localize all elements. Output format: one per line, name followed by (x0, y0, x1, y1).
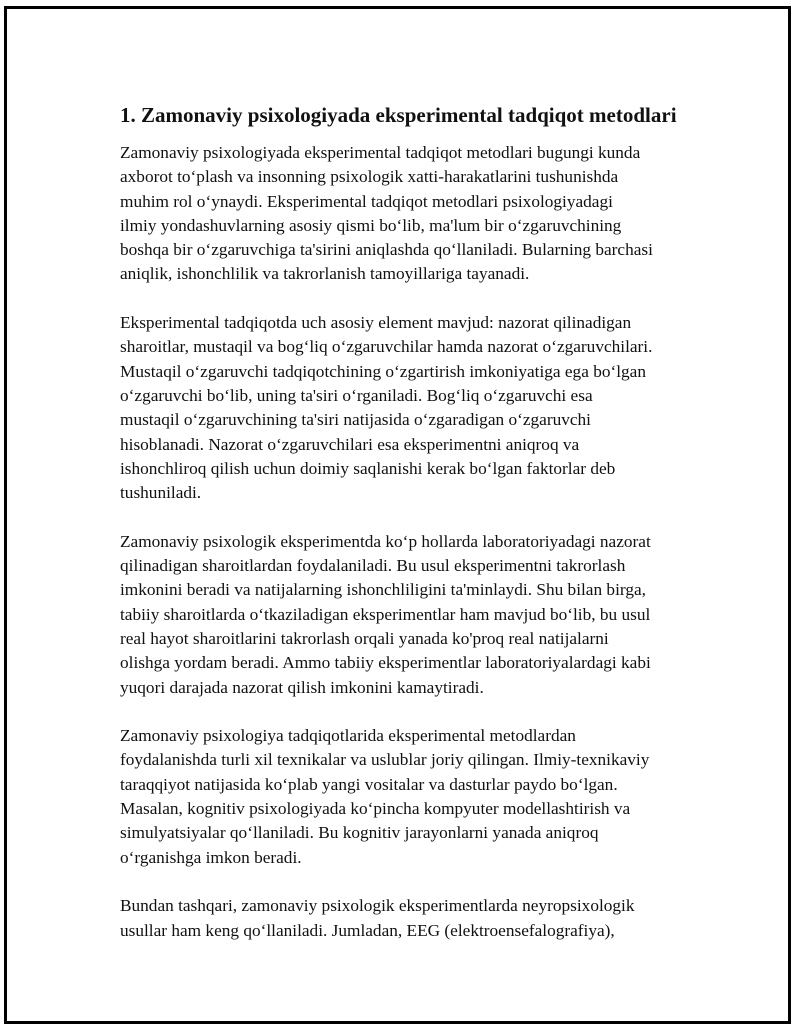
text-line: axborot to‘plash va insonning psixologik xatti-harakatlarini tushunishda (120, 167, 619, 187)
section-heading: 1. Zamonaviy psixologiyada eksperimental tadqiqot metodlari (120, 103, 677, 127)
text-line: ilmiy yondashuvlarning asosiy qismi bo‘lib, ma'lum bir o‘zgaruvchining (120, 215, 622, 235)
text-line: ishonchliroq qilish uchun doimiy saqlanishi kerak bo‘lgan faktorlar deb (120, 458, 616, 478)
text-line: real hayot sharoitlarini takrorlash orqali yanada ko'proq real natijalarni (120, 628, 609, 648)
text-line: usullar ham keng qo‘llaniladi. Jumladan, EEG (elektroensefalografiya), (120, 920, 615, 940)
text-line: Mustaqil o‘zgaruvchi tadqiqotchining o‘zgartirish imkoniyatiga ega bo‘lgan (120, 361, 646, 381)
text-line: Bundan tashqari, zamonaviy psixologik eksperimentlarda neyropsixologik (120, 896, 635, 916)
text-line: tushuniladi. (120, 483, 202, 503)
text-line: Masalan, kognitiv psixologiyada ko‘pincha kompyuter modellashtirish va (120, 799, 631, 819)
paragraph-3 (120, 530, 700, 700)
text-line: muhim rol o‘ynaydi. Eksperimental tadqiqot metodlari psixologiyadagi (120, 191, 613, 211)
text-line: simulyatsiyalar qo‘llaniladi. Bu kognitiv jarayonlarni yanada aniqroq (120, 823, 599, 843)
paragraph-4 (120, 724, 700, 870)
text-line: taraqqiyot natijasida ko‘plab yangi vositalar va dasturlar paydo bo‘lgan. (120, 774, 618, 794)
text-line: Zamonaviy psixologik eksperimentda ko‘p hollarda laboratoriyadagi nazorat (120, 531, 651, 551)
text-line: qilinadigan sharoitlardan foydalaniladi. Bu usul eksperimentni takrorlash (120, 556, 626, 576)
text-line: o‘zgaruvchi bo‘lib, uning ta'siri o‘rganiladi. Bog‘liq o‘zgaruvchi esa (120, 385, 593, 405)
text-line: sharoitlar, mustaqil va bog‘liq o‘zgaruvchilar hamda nazorat o‘zgaruvchilari. (120, 337, 653, 357)
text-line: Zamonaviy psixologiya tadqiqotlarida eksperimental metodlardan (120, 726, 576, 746)
paragraph-1 (120, 141, 700, 287)
text-line: boshqa bir o‘zgaruvchiga ta'sirini aniqlashda qo‘llaniladi. Bularning barchasi (120, 240, 653, 260)
page-frame (4, 6, 791, 1024)
text-line: mustaqil o‘zgaruvchining ta'siri natijasida o‘zgaradigan o‘zgaruvchi (120, 410, 591, 430)
text-line: hisoblanadi. Nazorat o‘zgaruvchilari esa eksperimentni aniqroq va (120, 434, 580, 454)
text-line: tabiiy sharoitlarda o‘tkaziladigan eksperimentlar ham mavjud bo‘lib, bu usul (120, 604, 651, 624)
text-line: olishga yordam beradi. Ammo tabiiy eksperimentlar laboratoriyalardagi kabi (120, 653, 651, 673)
document-body (120, 102, 700, 967)
text-line: aniqlik, ishonchlilik va takrorlanish tamoyillariga tayanadi. (120, 264, 530, 284)
paragraph-5 (120, 894, 700, 943)
text-line: imkonini beradi va natijalarning ishonchliligini ta'minlaydi. Shu bilan birga, (120, 580, 646, 600)
text-line: Zamonaviy psixologiyada eksperimental tadqiqot metodlari bugungi kunda (120, 143, 641, 162)
text-line: Eksperimental tadqiqotda uch asosiy element mavjud: nazorat qilinadigan (120, 313, 632, 333)
text-line: foydalanishda turli xil texnikalar va uslublar joriy qilingan. Ilmiy-texnikaviy (120, 750, 650, 770)
text-line: yuqori darajada nazorat qilish imkonini kamaytiradi. (120, 677, 484, 697)
paragraph-2 (120, 311, 700, 505)
text-line: o‘rganishga imkon beradi. (120, 847, 302, 867)
